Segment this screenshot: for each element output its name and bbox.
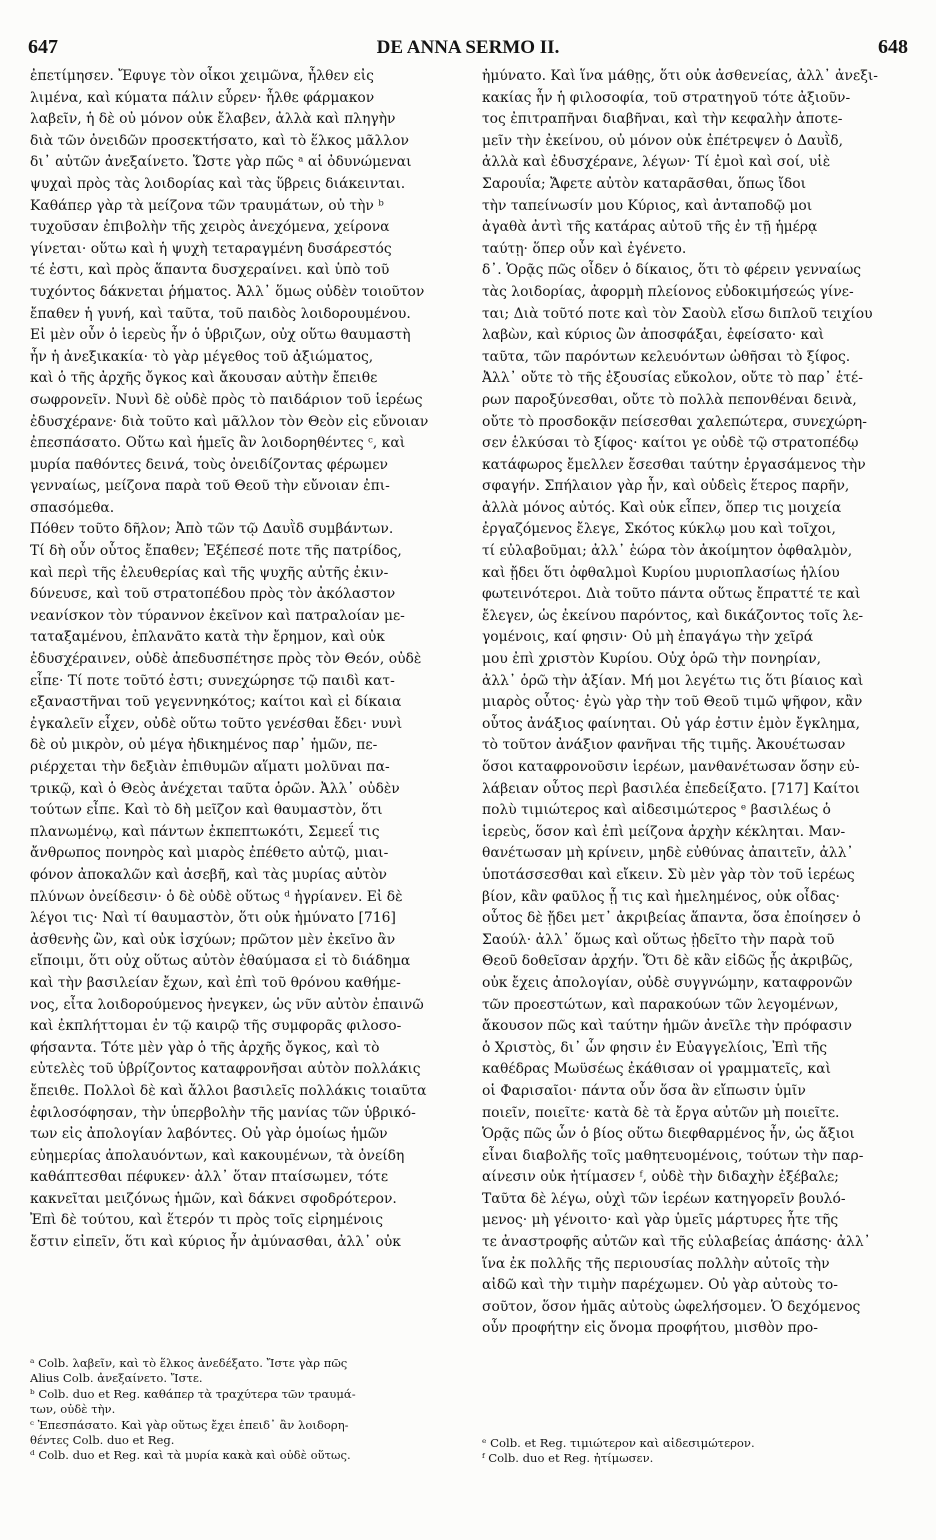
- text-line: γενναίως, μείζονα παρὰ τοῦ Θεοῦ τὴν εὔνοιαν ἐπι-: [30, 478, 390, 495]
- text-line: εὐτελὲς τοῦ ὑβρίζοντος καταφρονῆσαι αὐτὸν πολλάκις: [30, 1061, 421, 1078]
- text-line: διὰ τῶν ὀνειδῶν προσεκτήσατο, καὶ τὸ ἕλκος μᾶλλον: [30, 132, 409, 149]
- text-line: μυρία παθόντες δεινά, τοὺς ὀνειδίζοντας φέρωμεν: [30, 456, 388, 473]
- text-line: ἐπεσπάσατο. Οὕτω καὶ ἡμεῖς ἂν λοιδορηθέντες ᶜ, καὶ: [30, 435, 406, 452]
- text-line: ἐργαζόμενος ἔλεγε, Σκότος κύκλῳ μου καὶ τοῖχοι,: [482, 521, 836, 538]
- text-line: ται; Διὰ τοῦτό ποτε καὶ τὸν Σαοὺλ εἴσω διπλοῦ τειχίου: [482, 305, 873, 322]
- text-line: ἔπαθεν ἡ γυνή, καὶ ταῦτα, τοῦ παιδὸς λοιδορουμένου.: [30, 305, 411, 322]
- text-line: καὶ ὁ τῆς ἀρχῆς ὄγκος καὶ ἄκουσαν αὐτὴν ἔπειθε: [30, 370, 378, 387]
- text-line: ὅσοι καταφρονοῦσιν ἱερέων, μανθανέτωσαν ὅσην εὐ-: [482, 759, 860, 775]
- running-title: DE ANNA SERMO II.: [376, 37, 560, 58]
- text-line: ὑποτάσσεσθαι καὶ εἴκειν. Σὺ μὲν γὰρ τὸν τοῦ ἱερέως: [482, 866, 855, 883]
- footnote-line: ᵉ Colb. et Reg. τιμιώτερον καὶ αἰδεσιμώτερον.: [482, 1436, 755, 1450]
- text-line: ριέρχεται τὴν δεξιὰν ἐπιθυμῶν αἵματι μολῦναι πα-: [30, 759, 390, 775]
- text-line: πλανωμένῳ, καὶ πάντων ἐκπεπτωκότι, Σεμεεΐ τις: [30, 823, 380, 840]
- text-line: σωφρονεῖν. Νυνὶ δὲ οὐδὲ πρὸς τὸ παιδάριον τοῦ ἱερέως: [30, 391, 423, 408]
- text-line: μεῖν τὴν ἐκείνου, οὐ μόνον οὐκ ἐπέτρεψεν ὁ Δαυῒδ,: [482, 132, 844, 149]
- text-line: σοῦτον, ὅσον ἡμᾶς αὐτοὺς ὠφελήσομεν. Ὁ δεχόμενος: [482, 1298, 861, 1315]
- text-line: ἐδυσχέρανε· διὰ τοῦτο καὶ μᾶλλον τὸν Θεὸν εἰς εὔνοιαν: [30, 413, 429, 430]
- text-line: Τί δὴ οὖν οὗτος ἔπαθεν; Ἐξέπεσέ ποτε τῆς πατρίδος,: [30, 543, 402, 560]
- text-line: κακνεῖται μειζόνως ἡμῶν, καὶ δάκνει σφοδρότερον.: [30, 1190, 397, 1207]
- text-line: τὴν ταπείνωσίν μου Κύριος, καὶ ἀνταποδῷ μοι: [482, 197, 813, 214]
- text-line: οὖν προφήτην εἰς ὄνομα προφήτου, μισθὸν προ-: [482, 1320, 818, 1337]
- text-line: λέγοι τις· Ναὶ τί θαυμαστὸν, ὅτι οὐκ ἠμύνατο [716]: [30, 910, 396, 927]
- text-line: τρικῷ, καὶ ὁ Θεὸς ἀνέχεται ταῦτα ὁρῶν. Ἀλλ᾽ οὐδὲν: [30, 780, 400, 797]
- text-line: εξαναστῆναι τοῦ γεγεννηκότος; καίτοι καὶ εἰ δίκαια: [30, 694, 402, 711]
- text-line: φήσαντα. Τότε μὲν γὰρ ὁ τῆς ἀρχῆς ὄγκος, καὶ τὸ: [30, 1039, 380, 1056]
- text-line: τὸ τοῦτον ἀνάξιον φανῆναι τῆς τιμῆς. Ἀκουέτωσαν: [482, 737, 846, 754]
- text-line: καθέδρας Μωϋσέως ἐκάθισαν οἱ γραμματεῖς, καὶ: [482, 1061, 831, 1078]
- text-line: καθάπτεσθαι πέφυκεν· ἀλλ᾽ ὅταν πταίσωμεν, τότε: [30, 1169, 389, 1186]
- right-footnotes: [482, 1436, 914, 1467]
- text-line: κακίας ἦν ἡ φιλοσοφία, τοῦ στρατηγοῦ τότε ἀξιοῦν-: [482, 89, 851, 106]
- text-line: Ὁρᾷς πῶς ὧν ὁ βίος οὕτω διεφθαρμένος ἦν, ὡς ἄξιοι: [482, 1126, 855, 1143]
- text-line: Σαρουΐα; Ἄφετε αὐτὸν καταρᾶσθαι, ὅπως ἴδοι: [482, 175, 807, 192]
- text-line: ὁ Χριστὸς, δι᾽ ὧν φησιν ἐν Εὐαγγελίοις, Ἐπὶ τῆς: [482, 1039, 827, 1056]
- left-page-number: 647: [28, 36, 58, 58]
- footnote-line: ᵇ Colb. duo et Reg. καθάπερ τὰ τραχύτερα τῶν τραυμά-: [30, 1386, 356, 1401]
- text-line: ἐφιλοσόφησαν, τὴν ὑπερβολὴν τῆς μανίας τῶν ὑβρικό-: [30, 1104, 416, 1121]
- text-line: εἶναι διαβολῆς τοῖς μαθητευομένοις, τούτων τὴν παρ-: [482, 1147, 864, 1164]
- right-text-column: [482, 66, 914, 1340]
- text-line: ἐπετίμησεν. Ἔφυγε τὸν οἶκοι χειμῶνα, ἦλθεν εἰς: [30, 68, 374, 84]
- text-line: Καθάπερ γὰρ τὰ μείζονα τῶν τραυμάτων, οὐ τὴν ᵇ: [30, 197, 384, 214]
- text-line: ἄκουσον πῶς καὶ ταύτην ἡμῶν ἀνεῖλε τὴν πρόφασιν: [482, 1018, 852, 1035]
- text-line: ἱερεὺς, ὅσον καὶ ἐπὶ μείζονα ἀρχὴν κέκληται. Μαν-: [482, 823, 846, 840]
- left-text-column: [30, 66, 462, 1254]
- text-line: τος ἐπιτραπῆναι διαβῆναι, καὶ τὴν κεφαλὴν ἀποτε-: [482, 111, 843, 128]
- footnote-line: ᶜ Ἐπεσπάσατο. Καὶ γὰρ οὕτως ἔχει ἐπειδ᾽ ἂν λοιδορη-: [30, 1417, 349, 1432]
- text-line: ρων παροξύνεσθαι, οὔτε τὸ πολλὰ πεπονθέναι δεινὰ,: [482, 391, 857, 408]
- text-line: Πόθεν τοῦτο δῆλον; Ἀπὸ τῶν τῷ Δαυῒδ συμβάντων.: [30, 521, 394, 538]
- text-line: οὐκ ἔχεις ἀπολογίαν, οὐδὲ συγγνώμην, καταφρονῶν: [482, 974, 853, 991]
- text-line: ἔστιν εἰπεῖν, ὅτι καὶ κύριος ἦν ἀμύνασθαι, ἀλλ᾽ οὐκ: [30, 1234, 401, 1251]
- text-line: Εἰ μὲν οὖν ὁ ἱερεὺς ἦν ὁ ὑβριζων, οὐχ οὕτω θαυμαστὴ: [30, 327, 411, 344]
- text-line: μιαρὸς οὗτος· ἐγὼ γὰρ τὴν τοῦ Θεοῦ τιμῶ ψῆφον, κἂν: [482, 694, 863, 711]
- text-line: Ἀλλ᾽ οὔτε τὸ τῆς ἐξουσίας εὔκολον, οὔτε τὸ παρ᾽ ἑτέ-: [482, 370, 863, 387]
- text-line: ἵνα ἐκ πολλῆς τῆς περιουσίας πολλὴν αὐτοῖς τὴν: [482, 1255, 830, 1272]
- text-line: ἀλλὰ καὶ ἐδυσχέρανε, λέγων· Τί ἐμοὶ καὶ σοί, υἱὲ: [482, 154, 831, 171]
- text-line: τὰς λοιδορίας, ἀφορμὴ πλείονος εὐδοκιμήσεώς γίνε-: [482, 283, 854, 300]
- text-line: λαβὼν, καὶ κύριος ὢν ἀποσφάξαι, ἐφείσατο· καὶ: [482, 327, 825, 344]
- text-line: ἀλλὰ μόνος αὐτός. Καὶ οὐκ εἶπεν, ὅπερ τις μοιχεία: [482, 499, 842, 516]
- text-line: ποιεῖν, ποιεῖτε· κατὰ δὲ τὰ ἔργα αὐτῶν μὴ ποιεῖτε.: [482, 1104, 840, 1121]
- text-line: των εἰς ἀπολογίαν λαβόντες. Οὐ γὰρ ὁμοίως ἡμῶν: [30, 1126, 388, 1143]
- text-line: οἱ Φαρισαῖοι· πάντα οὖν ὅσα ἂν εἴπωσιν ὑμῖν: [482, 1082, 806, 1099]
- text-line: σφαγήν. Σπήλαιον γὰρ ἦν, καὶ οὐδεὶς ἕτερος παρῆν,: [482, 478, 850, 495]
- text-line: φωτεινότεροι. Διὰ τοῦτο πάντα οὕτως ἔπραττέ τε καὶ: [482, 586, 861, 603]
- text-line: ἀσθενὴς ὢν, καὶ οὐκ ἰσχύων; πρῶτον μὲν ἐκεῖνο ἂν: [30, 931, 396, 948]
- text-line: κατάφωρος ἔμελλεν ἔσεσθαι ταύτην ἐργασάμενος τὴν: [482, 456, 866, 473]
- footnote-line: θέντες Colb. duo et Reg.: [30, 1432, 175, 1447]
- text-line: ἀγαθὰ ἀντὶ τῆς κατάρας αὐτοῦ τῆς ἐν τῇ ἡμέρᾳ: [482, 219, 818, 236]
- text-line: δι᾽ αὐτῶν ἀνεξαίνετο. Ὥστε γὰρ πῶς ᵃ αἱ ὀδυνώμεναι: [30, 154, 412, 171]
- text-line: καὶ ἐκπλήττομαι ἐν τῷ καιρῷ τῆς συμφορᾶς φιλοσο-: [30, 1018, 402, 1035]
- text-line: σπασόμεθα.: [30, 499, 115, 516]
- text-line: εὐημερίας ἀπολαυόντων, καὶ κακουμένων, τὰ ὀνείδη: [30, 1147, 405, 1164]
- footnote-line: των, οὐδὲ τὴν.: [30, 1402, 116, 1417]
- text-line: τε ἀναστροφῆς αὐτῶν καὶ τῆς εὐλαβείας ἁπάσης· ἀλλ᾽: [482, 1234, 871, 1251]
- right-page-number: 648: [878, 36, 908, 58]
- text-line: καὶ τὴν βασιλείαν ἔχων, καὶ ἐπὶ τοῦ θρόνου καθήμε-: [30, 974, 401, 991]
- text-line: εἶπε· Τί ποτε τοῦτό ἐστι; συνεχώρησε τῷ παιδὶ κατ-: [30, 672, 395, 689]
- text-line: Ἐπὶ δὲ τούτου, καὶ ἕτερόν τι πρὸς τοῖς εἰρημένοις: [30, 1212, 384, 1229]
- text-line: νεανίσκον τὸν τύραννον ἐκεῖνον καὶ πατραλοίαν με-: [30, 607, 405, 624]
- footnote-line: Alius Colb. ἀνεξαίνετο. Ἴστε.: [30, 1371, 203, 1386]
- text-line: Θεοῦ δοθεῖσαν ἀρχήν. Ὅτι δὲ κἂν εἰδῶς ᾖς ἀκριβῶς,: [482, 953, 854, 970]
- text-line: πλύνων ὀνείδεσιν· ὁ δὲ οὐδὲ οὕτως ᵈ ἠγρίανεν. Εἰ δὲ: [30, 888, 403, 905]
- text-line: αἰδῶ καὶ τὴν τιμὴν παρέχωμεν. Οὐ γὰρ αὐτοὺς το-: [482, 1277, 838, 1294]
- running-header: [28, 36, 908, 60]
- text-line: καὶ ᾔδει ὅτι ὀφθαλμοὶ Κυρίου μυριοπλασίως ἡλίου: [482, 564, 840, 581]
- text-line: δύνευσε, καὶ τοῦ στρατοπέδου πρὸς τὸν ἀκόλαστον: [30, 586, 396, 603]
- text-line: θανέτωσαν μὴ κρίνειν, μηδὲ εὐθύνας ἀπαιτεῖν, ἀλλ᾽: [482, 845, 854, 862]
- text-line: τυχοῦσαν ἐπιβολὴν τῆς χειρὸς ἀνεχόμενα, χείρονα: [30, 219, 390, 236]
- text-line: καὶ περὶ τῆς ἐλευθερίας καὶ τῆς ψυχῆς αὐτῆς ἐκιν-: [30, 564, 389, 581]
- text-line: ἔπειθε. Πολλοὶ δὲ καὶ ἄλλοι βασιλεῖς πολλάκις τοιαῦτα: [30, 1082, 427, 1099]
- text-line: ἔλεγεν, ὡς ἐκείνου παρόντος, καὶ δικάζοντος τοῖς λε-: [482, 607, 864, 624]
- text-line: ψυχαὶ πρὸς τὰς λοιδορίας καὶ τὰς ὕβρεις διάκεινται.: [30, 175, 406, 192]
- text-line: λαβεῖν, ἡ δὲ οὐ μόνον οὐκ ἔλαβεν, ἀλλὰ καὶ πληγὴν: [30, 111, 396, 128]
- text-line: δὲ οὐ μικρὸν, οὐ μέγα ἠδικημένος παρ᾽ ἡμῶν, πε-: [30, 737, 378, 754]
- text-line: ταύτῃ· ὅπερ οὖν καὶ ἐγένετο.: [482, 240, 687, 257]
- text-line: τούτων εἶπε. Καὶ τὸ δὴ μεῖζον καὶ θαυμαστὸν, ὅτι: [30, 802, 383, 819]
- footnote-line: ᶠ Colb. duo et Reg. ἠτίμωσεν.: [482, 1451, 654, 1466]
- text-line: Ταῦτα δὲ λέγω, οὐχὶ τῶν ἱερέων κατηγορεῖν βουλό-: [482, 1190, 846, 1207]
- footnote-line: ᵃ Colb. λαβεῖν, καὶ τὸ ἕλκος ἀνεδέξατο. Ἴστε γὰρ πῶς: [30, 1356, 348, 1370]
- text-line: μου ἐπὶ χριστὸν Κυρίου. Οὐχ ὁρῶ τὴν πονηρίαν,: [482, 651, 822, 668]
- text-line: ταῦτα, τῶν παρόντων κελευόντων ὠθῆσαι τὸ ξίφος.: [482, 348, 851, 365]
- text-line: πολὺ τιμιώτερος καὶ αἰδεσιμώτερος ᵉ βασιλέως ὁ: [482, 802, 831, 819]
- text-line: τέ ἐστι, καὶ πρὸς ἅπαντα δυσχεραίνει. καὶ ὑπὸ τοῦ: [30, 262, 390, 279]
- text-line: λιμένα, καὶ κύματα πάλιν εὗρεν· ἦλθε φάρμακον: [30, 89, 375, 106]
- text-line: εἴποιμι, ὅτι οὐχ οὕτως αὐτὸν ἐθαύμασα εἰ τὸ διάδημα: [30, 953, 411, 970]
- text-line: Σαούλ· ἀλλ᾽ ὅμως καὶ οὕτως ᾐδεῖτο τὴν παρὰ τοῦ: [482, 931, 835, 948]
- text-line: δ᾽. Ὁρᾷς πῶς οἶδεν ὁ δίκαιος, ὅτι τὸ φέρειν γενναίως: [482, 262, 862, 279]
- text-line: ἄνθρωπος πονηρὸς καὶ μιαρὸς ἐπέθετο αὐτῷ, μιαι-: [30, 845, 389, 862]
- footnote-line: ᵈ Colb. duo et Reg. καὶ τὰ μυρία κακὰ καὶ οὐδὲ οὕτως.: [30, 1448, 351, 1463]
- text-line: τυχόντος δάκνεται ῥήματος. Ἀλλ᾽ ὅμως οὐδὲν τοιοῦτον: [30, 283, 425, 300]
- text-line: ἦν ἡ ἀνεξικακία· τὸ γὰρ μέγεθος τοῦ ἀξιώματος,: [30, 348, 374, 365]
- text-line: βίον, κἂν φαῦλος ᾖ τις καὶ ἠμελημένος, οὐκ οἶδας·: [482, 888, 840, 905]
- text-line: ἠμύνατο. Καὶ ἵνα μάθῃς, ὅτι οὐκ ἀσθενείας, ἀλλ᾽ ἀνεξι-: [482, 68, 878, 84]
- text-line: γίνεται· οὕτω καὶ ἡ ψυχὴ τεταραγμένη δυσάρεστός: [30, 240, 392, 257]
- text-line: ταταξαμένου, ἐπλανᾶτο κατὰ τὴν ἔρημον, καὶ οὐκ: [30, 629, 385, 646]
- text-line: τί εὐλαβοῦμαι; ἀλλ᾽ ἑώρα τὸν ἀκοίμητον ὀφθαλμὸν,: [482, 543, 853, 560]
- text-line: αίνεσιν οὐκ ἠτίμασεν ᶠ, οὐδὲ τὴν διδαχὴν ἐξέβαλε;: [482, 1169, 839, 1186]
- text-line: νος, εἶτα λοιδορούμενος ἠνεγκεν, ὡς νῦν αὐτὸν ἐπαινῶ: [30, 996, 424, 1013]
- text-line: οὔτε τὸ προσδοκᾷν πείσεσθαι χαλεπώτερα, συνεχώρη-: [482, 413, 867, 430]
- text-line: ἐγκαλεῖν εἶχεν, οὐδὲ οὕτω τοῦτο γενέσθαι ἔδει· νυνὶ: [30, 715, 403, 732]
- text-line: τῶν προεστώτων, καὶ παρακούων τῶν λεγομένων,: [482, 996, 839, 1013]
- text-line: οὗτος δὲ ᾔδει μετ᾽ ἀκριβείας ἅπαντα, ὅσα ἐποίησεν ὁ: [482, 910, 861, 927]
- text-line: λάβειαν οὗτος περὶ βασιλέα ἐπεδείξατο. [717] Καίτοι: [482, 780, 860, 797]
- text-line: μενος· μὴ γένοιτο· καὶ γὰρ ὑμεῖς μάρτυρες ἦτε τῆς: [482, 1212, 839, 1229]
- text-line: ἀλλ᾽ ὁρῶ τὴν ἀξίαν. Μή μοι λεγέτω τις ὅτι βίαιος καὶ: [482, 672, 864, 689]
- text-line: ἐδυσχέραινεν, οὐδὲ ἀπεδυσπέτησε πρὸς τὸν Θεόν, οὐδὲ: [30, 651, 422, 668]
- text-line: φόνον ἀποκαλῶν καὶ ἀσεβῆ, καὶ τὰς μυρίας αὐτὸν: [30, 866, 388, 883]
- text-line: γομένοις, καί φησιν· Οὐ μὴ ἐπαγάγω τὴν χεῖρά: [482, 629, 814, 646]
- text-line: οὗτος ἀνάξιος φαίνηται. Οὐ γάρ ἐστιν ἐμὸν ἔγκλημα,: [482, 715, 861, 732]
- left-footnotes: [30, 1356, 462, 1464]
- text-line: σεν ἑλκύσαι τὸ ξίφος· καίτοι γε οὐδὲ τῷ στρατοπέδῳ: [482, 435, 859, 452]
